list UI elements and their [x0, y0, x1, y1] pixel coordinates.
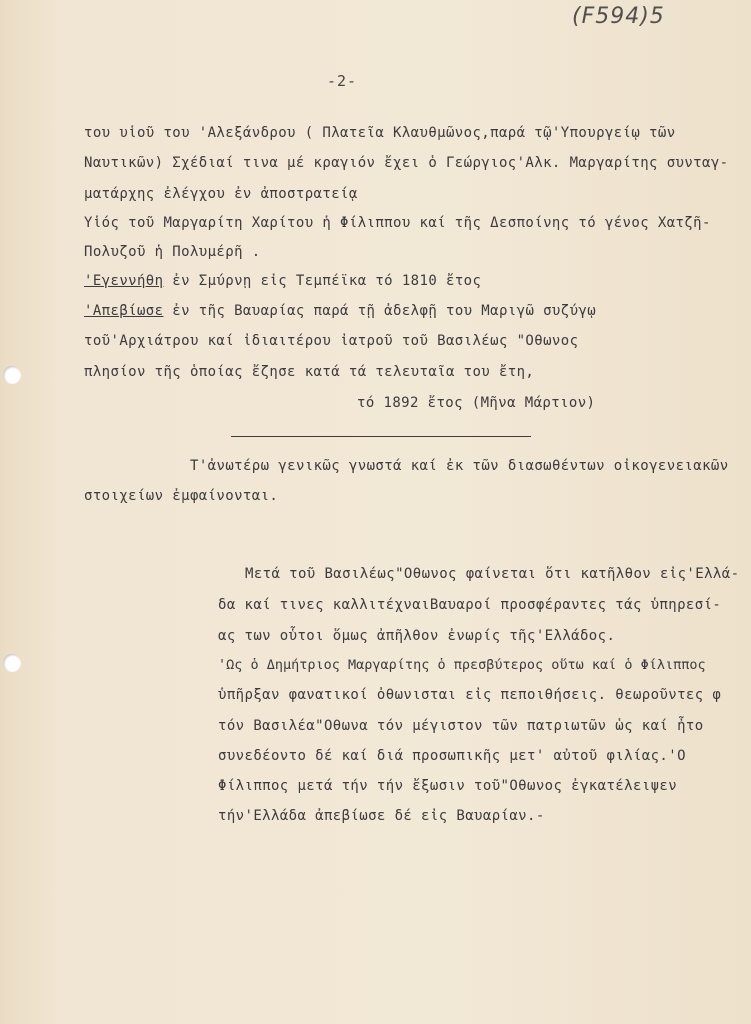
- text-line: δα καί τινες καλλιτέχναιΒαυαροί προσφέραντες τάς ὑπηρεσί-: [218, 597, 722, 613]
- text-line: Ναυτικῶν) Σχέδιαί τινα μέ κραγιόν ἔχει ὁ Γεώργιος'Αλκ. Μαργαρίτης συνταγ-: [84, 155, 729, 171]
- text-line: ματάρχης ἐλέγχου ἐν ἀποστρατείᾳ: [84, 186, 358, 202]
- text-line: Φίλιππος μετά τήν τήν ἔξωσιν τοῦ"Οθωνος ἐγκατέλειψεν: [218, 778, 678, 794]
- text-line: ὑπῆρξαν φανατικοί ὀθωνισται εἰς πεποιθήσεις. θεωροῦντες φ: [218, 687, 722, 703]
- text-line: Υἱός τοῦ Μαργαρίτη Χαρίτου ἡ Φίλιππου καί τῆς Δεσποίνης τό γένος Χατζῆ-: [84, 215, 711, 231]
- text-line: Πολυζοῦ ἡ Πολυμέρῆ .: [84, 244, 261, 260]
- birth-text: ἐν Σμύρνῃ εἰς Τεμπέϊκα τό 1810 ἔτος: [163, 273, 482, 289]
- separator-rule: [231, 436, 531, 437]
- text-line: Μετά τοῦ Βασιλέως"Οθωνος φαίνεται ὅτι κατῆλθον εἰς'Ελλά-: [245, 566, 740, 582]
- death-line: [84, 303, 596, 319]
- birth-label: 'Εγεννήθη: [84, 273, 164, 289]
- text-line: του υἱοῦ του 'Αλεξάνδρου ( Πλατεῖα Κλαυθμῶνος,παρά τῷ'Υπουργείῳ τῶν: [84, 125, 676, 141]
- page-number: -2-: [327, 72, 358, 90]
- text-line: τοῦ'Αρχιάτρου καί ἰδιαιτέρου ἰατροῦ τοῦ Βασιλέως "Οθωνος: [84, 333, 579, 349]
- text-line: συνεδέοντο δέ καί διά προσωπικῆς μετ' αὐτοῦ φιλίας.'Ο: [218, 748, 686, 764]
- handwritten-annotation: (F594)5: [572, 4, 665, 29]
- text-line: στοιχείων ἐμφαίνονται.: [84, 488, 279, 504]
- text-line: πλησίον τῆς ὁποίας ἔζησε κατά τά τελευταῖα του ἔτη,: [84, 364, 535, 380]
- text-line: τήν'Ελλάδα ἀπεβίωσε δέ εἰς Βαυαρίαν.-: [218, 808, 545, 824]
- punch-hole-lower: [3, 654, 21, 672]
- text-line: τόν Βασιλέα"Οθωνα τόν μέγιστον τῶν πατριωτῶν ὡς καί ἦτο: [218, 718, 704, 734]
- punch-hole-upper: [3, 366, 21, 384]
- death-text: ἐν τῆς Βαυαρίας παρά τῇ ἀδελφῇ του Μαριγῶ συζύγῳ: [163, 303, 597, 319]
- text-line: Τ'ἀνωτέρω γενικῶς γνωστά καί ἐκ τῶν διασωθέντων οἰκογενειακῶν: [190, 458, 729, 474]
- text-line: 'Ως ὁ Δημήτριος Μαργαρίτης ὁ πρεσβύτερος οὕτω καί ὁ Φίλιππος: [218, 657, 706, 673]
- death-label: 'Απεβίωσε: [84, 303, 164, 319]
- text-line: ας των οὗτοι ὅμως ἀπῆλθον ἐνωρίς τῆς'Ελλάδος.: [218, 628, 616, 644]
- text-line: τό 1892 ἔτος (Μῆνα Μάρτιον): [357, 395, 596, 411]
- birth-line: [84, 273, 481, 289]
